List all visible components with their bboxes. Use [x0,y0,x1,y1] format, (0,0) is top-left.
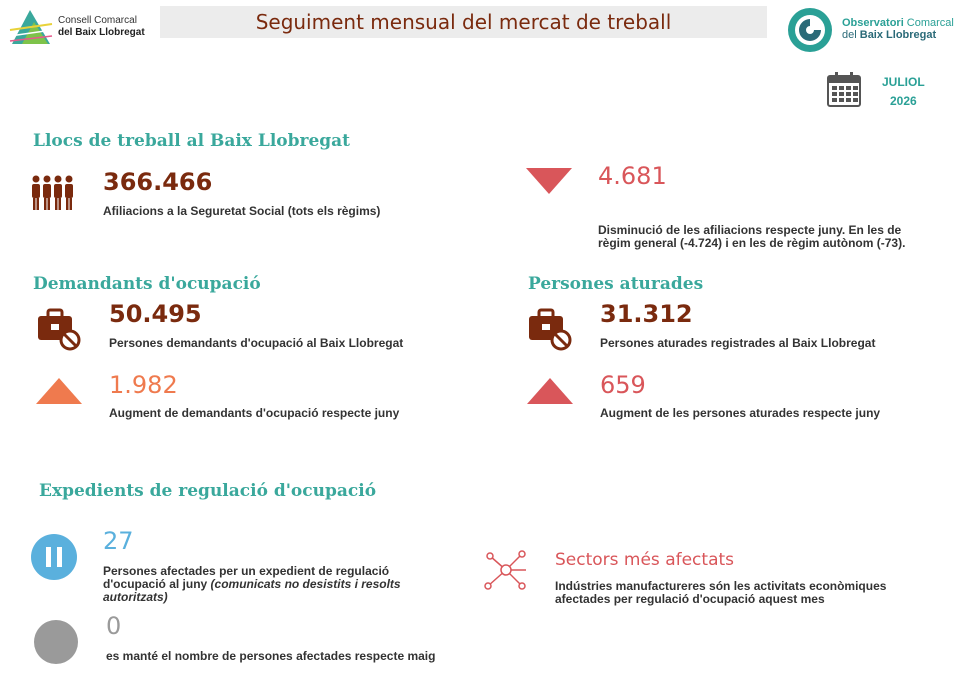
jobs-change-value: 4.681 [598,162,667,190]
mountain-logo-icon [8,6,54,48]
org-left-line1: Consell Comarcal [58,15,137,26]
aturades-value: 31.312 [600,300,693,328]
erto-label-italic: (comunicats no desistits i resolts autoritzats) [103,577,401,604]
demandants-label: Persones demandants d'ocupació al Baix Llobregat [109,336,404,350]
observatory-logo-icon [786,6,834,54]
aturades-section-title: Persones aturades [528,274,704,294]
grey-circle-icon [33,619,79,665]
erto-label-main: Persones afectades per un expedient de regulació d'ocupació al juny [103,564,390,591]
org-right-line1a: Observatori [842,17,904,29]
org-right-line2b: Baix Llobregat [859,29,937,41]
report-date [826,70,946,114]
erto-label [103,565,433,604]
aturades-change-label: Augment de les persones aturades respecte juny [600,406,881,420]
page-title: Seguiment mensual del mercat de treball [255,10,672,34]
jobs-value: 366.466 [103,168,213,196]
pause-icon [31,534,77,580]
network-icon [482,548,530,592]
briefcase-blocked-icon [527,306,573,352]
report-year: 2026 [890,94,917,108]
aturades-label: Persones aturades registrades al Baix Llobregat [600,336,876,350]
calendar-icon [826,70,862,108]
org-right-line2 [842,29,936,41]
org-right-line1 [842,17,954,29]
sectors-label: Indústries manufactureres són les activitats econòmiques afectades per regulació d'ocupació aquest mes [555,579,887,606]
demandants-change-label: Augment de demandants d'ocupació respecte juny [109,406,400,420]
observatori-logo [786,6,961,56]
triangle-down-icon [526,168,572,194]
demandants-value: 50.495 [109,300,202,328]
sectors-title: Sectors més afectats [555,550,735,570]
triangle-up-icon [36,378,82,404]
erto-change-value: 0 [106,612,122,640]
aturades-change-value: 659 [600,371,646,399]
org-right-line1b: Comarcal [903,17,954,29]
people-group-icon [30,174,76,212]
jobs-section-title: Llocs de treball al Baix Llobregat [33,131,351,151]
org-left-line2: del Baix Llobregat [58,27,145,38]
triangle-up-icon [527,378,573,404]
erto-value: 27 [103,527,134,555]
jobs-change-label: Disminució de les afiliacions respecte juny. En les de règim general (-4.724) i en les de règim autònom (-73). [598,223,906,250]
erto-change-label: es manté el nombre de persones afectades respecte maig [106,649,436,663]
erto-section-title: Expedients de regulació d'ocupació [39,481,377,501]
consell-comarcal-logo [8,6,158,50]
org-right-line2a: del [842,29,860,41]
demandants-change-value: 1.982 [109,371,178,399]
jobs-label: Afiliacions a la Seguretat Social (tots els règims) [103,204,381,218]
report-month: JULIOL [882,75,925,89]
page-title-bar [160,6,767,38]
briefcase-blocked-icon [36,306,82,352]
demandants-section-title: Demandants d'ocupació [33,274,261,294]
